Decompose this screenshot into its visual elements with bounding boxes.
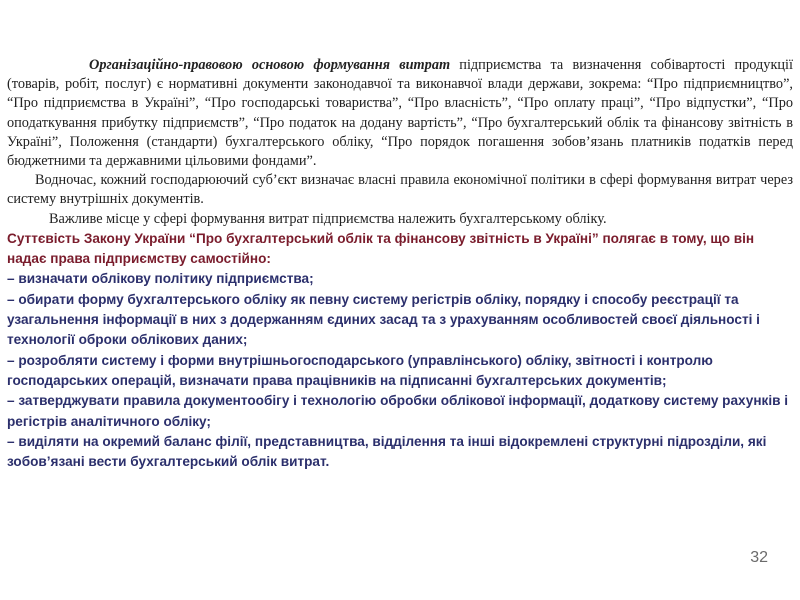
paragraph-legal-basis: [7, 56, 793, 171]
list-item: – обирати форму бухгалтерського обліку як певну систему регістрів обліку, порядку і способу реєстрації та узагальнення інформації в них з додержанням єдиних засад та з урахуванням особливостей своєї діяльності і технології оброки облікових даних;: [7, 291, 760, 348]
slide-content: [7, 56, 793, 472]
paragraph-internal-documents: Водночас, кожний господарюючий суб’єкт визначає власні правила економічної політики в сфері формування витрат через систему внутрішніх документів.: [7, 172, 793, 208]
list-item: – розробляти систему і форми внутрішньогосподарського (управлінського) обліку, звітності і контролю господарських операцій, визначати права працівників на підписанні бухгалтерських документів;: [7, 352, 713, 388]
paragraph-body-text: підприємства та визначення собівартості продукції (товарів, робіт, послуг) є нормативні документи законодавчої та виконавчої влади держави, зокрема: “Про підприємництво”, “Про підприємства в Україні”, “Про господарські товариства”, “Про власність”, “Про оплату праці”, “Про відпустки”, “Про оподаткування прибутку підприємств”, “Про податок на додану вартість”, “Про бухгалтерський облік та фінансову звітність в Україні”, Положення (стандарти) бухгалтерського обліку, “Про порядок погашення зобов’язань платників податків перед бюджетними та державними цільовими фондами”.: [7, 57, 793, 170]
paragraph-accounting-role: Важливе місце у сфері формування витрат підприємства належить бухгалтерському обліку.: [49, 210, 607, 227]
law-significance-heading: Суттєвість Закону України “Про бухгалтерський облік та фінансову звітність в Україні” полягає в тому, що він надає права підприємству самостійно:: [7, 230, 755, 267]
list-item: – виділяти на окремий баланс філії, представництва, відділення та інші відокремлені структурні підрозділи, які зобов’язані вести бухгалтерський облік витрат.: [7, 433, 767, 470]
list-item: – визначати облікову політику підприємства;: [7, 271, 314, 287]
paragraph-lead-text: Організаційно-правовою основою формування витрат: [89, 57, 451, 73]
list-item: – затверджувати правила документообігу і технологію обробки облікової інформації, додаткову систему рахунків і регістрів аналітичного обліку;: [7, 393, 789, 429]
page-number: 32: [750, 549, 768, 566]
